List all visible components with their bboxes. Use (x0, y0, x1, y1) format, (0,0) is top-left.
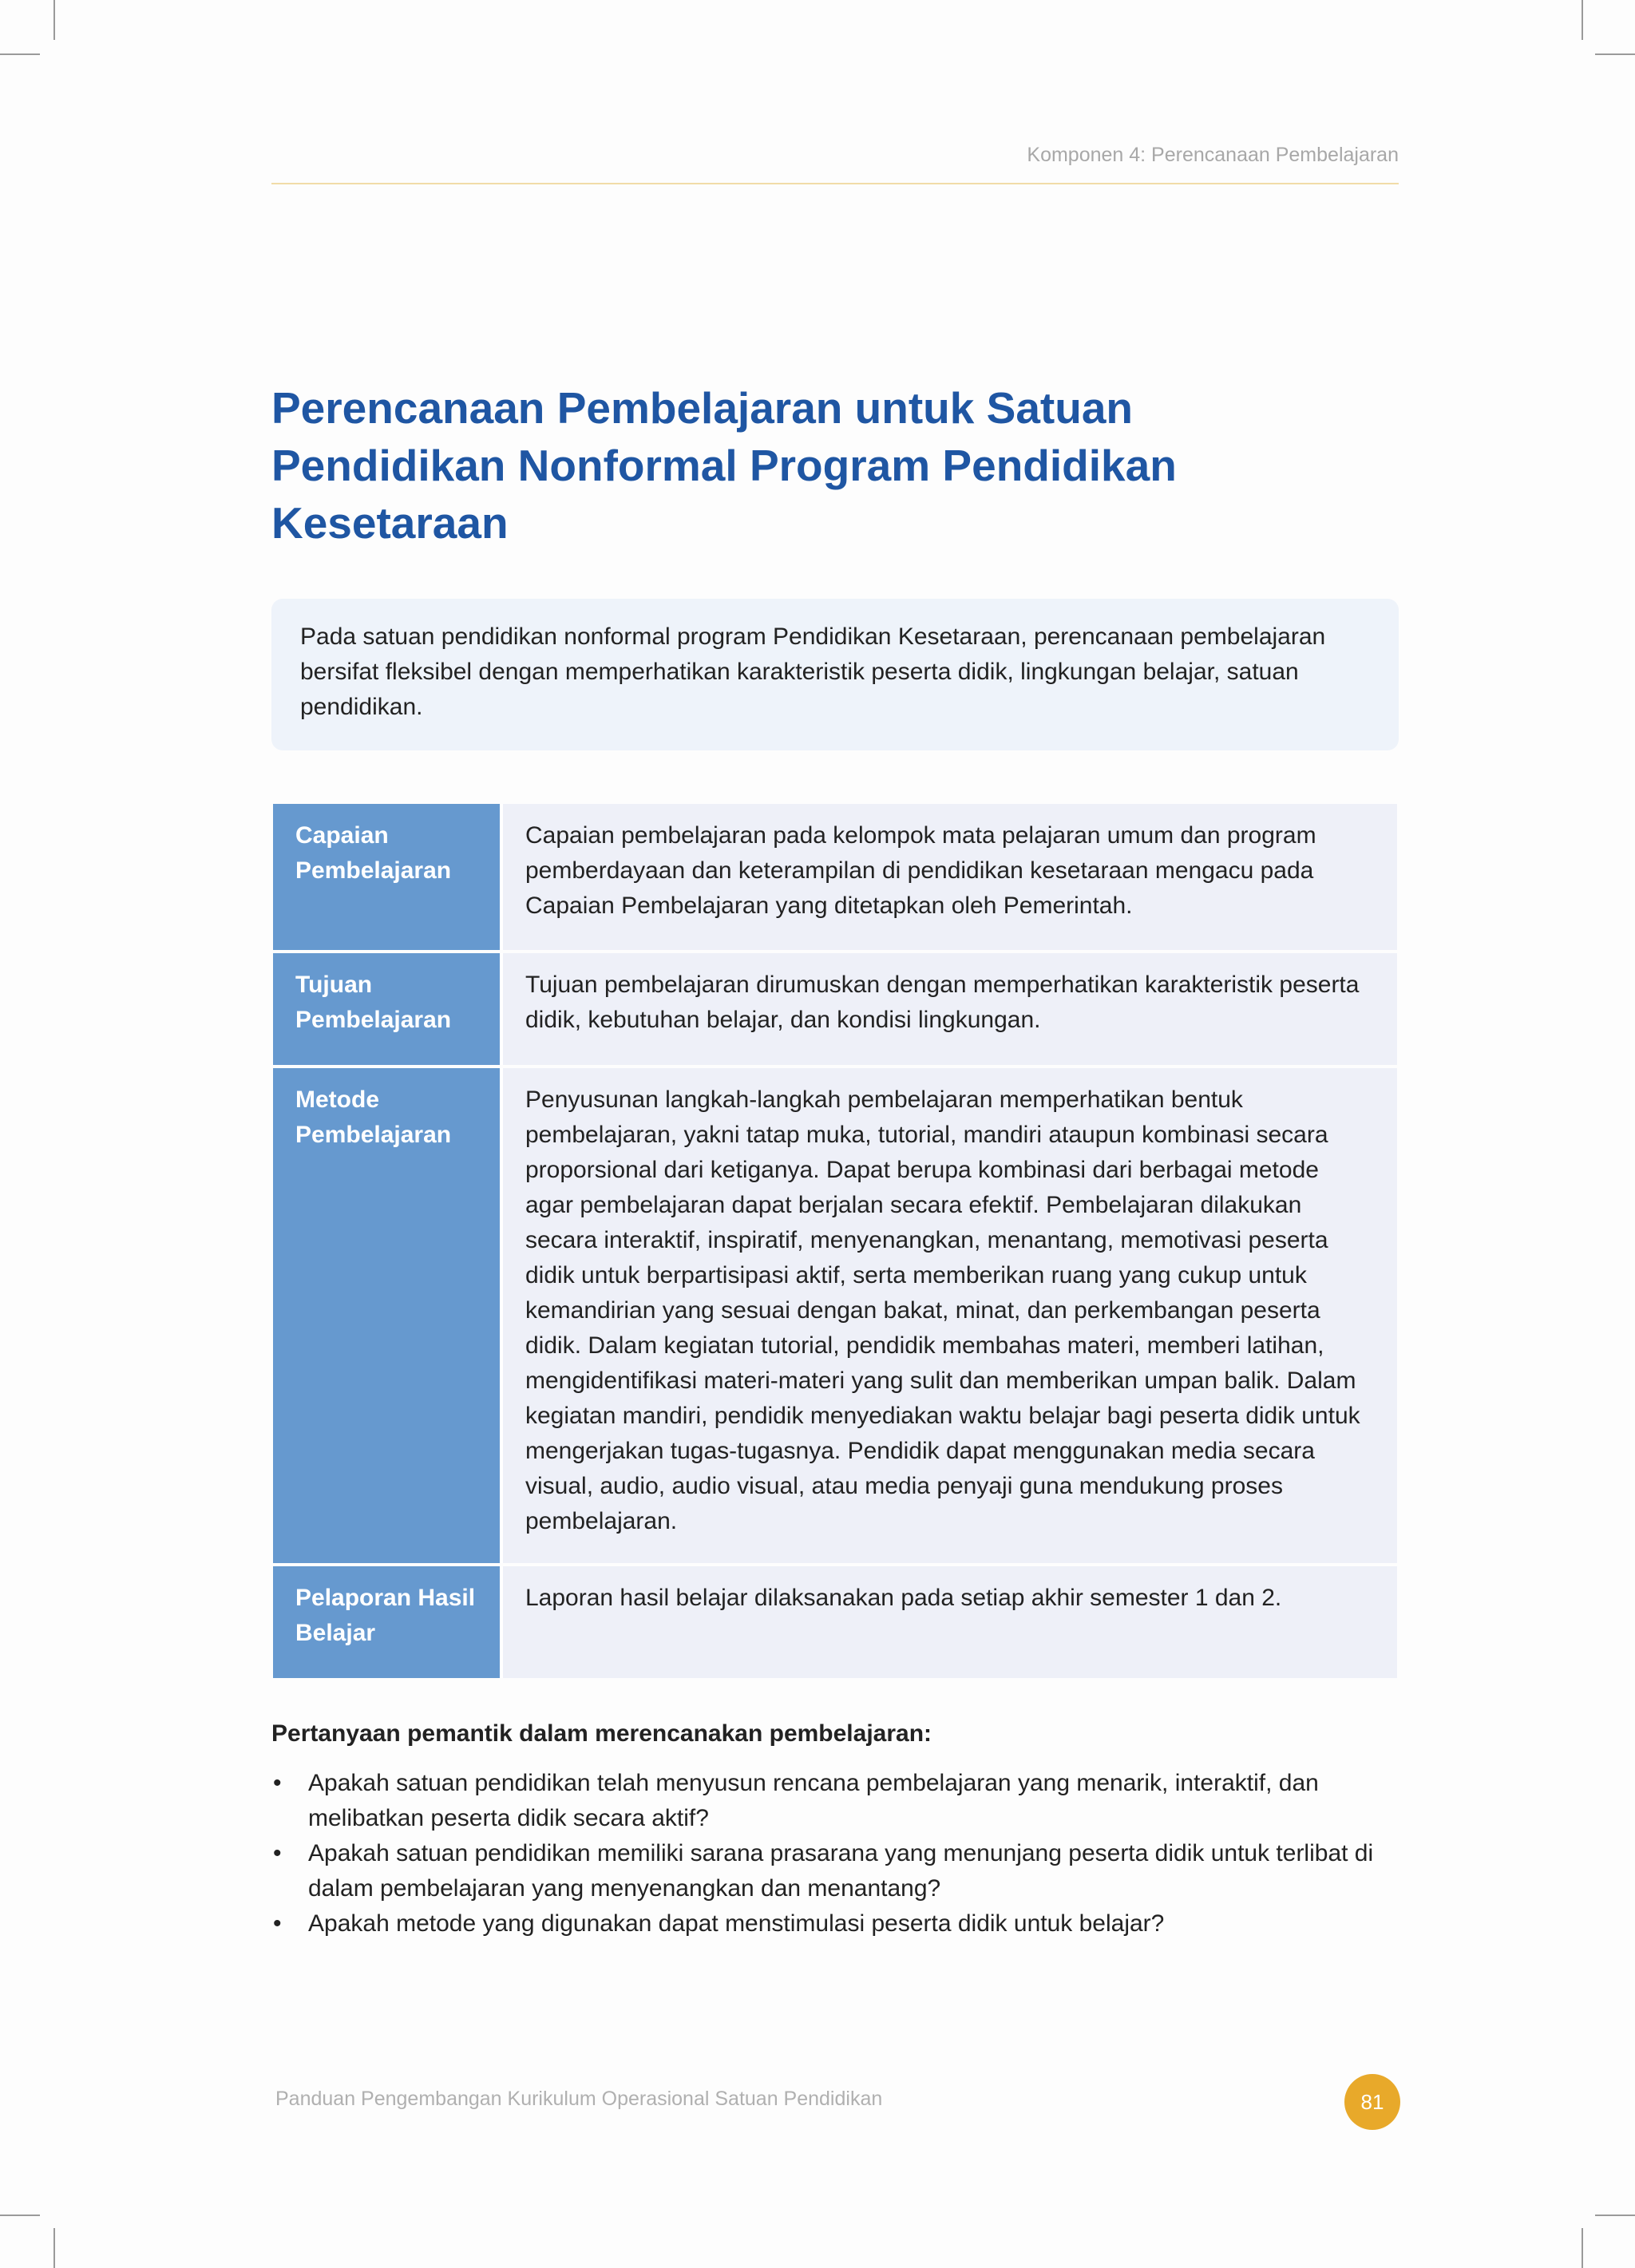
table-row (273, 1068, 1397, 1563)
row-content-pelaporan: Laporan hasil belajar dilaksanakan pada setiap akhir semester 1 dan 2. (503, 1566, 1397, 1678)
row-label-capaian: Capaian Pembelajaran (273, 804, 503, 950)
questions-heading: Pertanyaan pemantik dalam merencanakan pembelajaran: (271, 1720, 932, 1747)
bullet-icon: • (273, 1840, 282, 1866)
crop-mark (1595, 53, 1635, 55)
crop-mark (1595, 2215, 1635, 2216)
table-row (273, 804, 1397, 950)
running-header: Komponen 4: Perencanaan Pembelajaran (271, 144, 1399, 184)
row-label-pelaporan: Pelaporan Hasil Belajar (273, 1566, 503, 1678)
list-item (271, 1836, 1399, 1906)
questions-list (271, 1766, 1399, 1941)
footer-title: Panduan Pengembangan Kurikulum Operasional Satuan Pendidikan (275, 2088, 883, 2110)
row-content-tujuan: Tujuan pembelajaran dirumuskan dengan memperhatikan karakteristik peserta didik, kebutuhan belajar, dan kondisi lingkungan. (503, 953, 1397, 1065)
crop-mark (1582, 2228, 1583, 2268)
crop-mark (53, 0, 55, 40)
row-content-metode: Penyusunan langkah-langkah pembelajaran memperhatikan bentuk pembelajaran, yakni tatap muka, tutorial, mandiri ataupun kombinasi secara proporsional dari ketiganya. Dapat berupa kombinasi dari berbagai metode agar pembelajaran dapat berjalan secara efektif. Pembelajaran dilakukan secara interaktif, inspiratif, menyenangkan, menantang, memotivasi peserta didik untuk berpartisipasi aktif, serta memberikan ruang yang cukup untuk kemandirian yang sesuai dengan bakat, minat, dan perkembangan peserta didik. Dalam kegiatan tutorial, pendidik membahas materi, memberi latihan, mengidentifikasi materi-materi yang sulit dan memberikan umpan balik. Dalam kegiatan mandiri, pendidik menyediakan waktu belajar bagi peserta didik untuk mengerjakan tugas-tugasnya. Pendidik dapat menggunakan media secara visual, audio, audio visual, atau media penyaji guna mendukung proses pembelajaran. (503, 1068, 1397, 1563)
row-content-capaian: Capaian pembelajaran pada kelompok mata pelajaran umum dan program pemberdayaan dan keterampilan di pendidikan kesetaraan mengacu pada Capaian Pembelajaran yang ditetapkan oleh Pemerintah. (503, 804, 1397, 950)
table-row (273, 953, 1397, 1065)
planning-table (273, 801, 1397, 1681)
crop-mark (53, 2228, 55, 2268)
bullet-icon: • (273, 1910, 282, 1937)
bullet-icon: • (273, 1770, 282, 1796)
intro-text: Pada satuan pendidikan nonformal program Pendidikan Kesetaraan, perencanaan pembelajaran bersifat fleksibel dengan memperhatikan karakteristik peserta didik, lingkungan belajar, satuan pendidikan. (300, 623, 1326, 720)
guiding-questions (271, 1716, 1399, 1941)
page-number-badge: 81 (1344, 2074, 1400, 2130)
row-label-tujuan: Tujuan Pembelajaran (273, 953, 503, 1065)
crop-mark (0, 53, 40, 55)
question-text: Apakah metode yang digunakan dapat menstimulasi peserta didik untuk belajar? (308, 1910, 1165, 1937)
page-title: Perencanaan Pembelajaran untuk Satuan Pendidikan Nonformal Program Pendidikan Kesetaraan (271, 383, 1177, 548)
intro-box (271, 599, 1399, 750)
row-label-metode: Metode Pembelajaran (273, 1068, 503, 1563)
list-item (271, 1906, 1399, 1941)
table-row (273, 1566, 1397, 1678)
crop-mark (0, 2215, 40, 2216)
crop-mark (1582, 0, 1583, 40)
list-item (271, 1766, 1399, 1836)
question-text: Apakah satuan pendidikan telah menyusun rencana pembelajaran yang menarik, interaktif, dan melibatkan peserta didik secara aktif? (308, 1770, 1319, 1831)
question-text: Apakah satuan pendidikan memiliki sarana prasarana yang menunjang peserta didik untuk terlibat di dalam pembelajaran yang menyenangkan dan menantang? (308, 1840, 1374, 1902)
